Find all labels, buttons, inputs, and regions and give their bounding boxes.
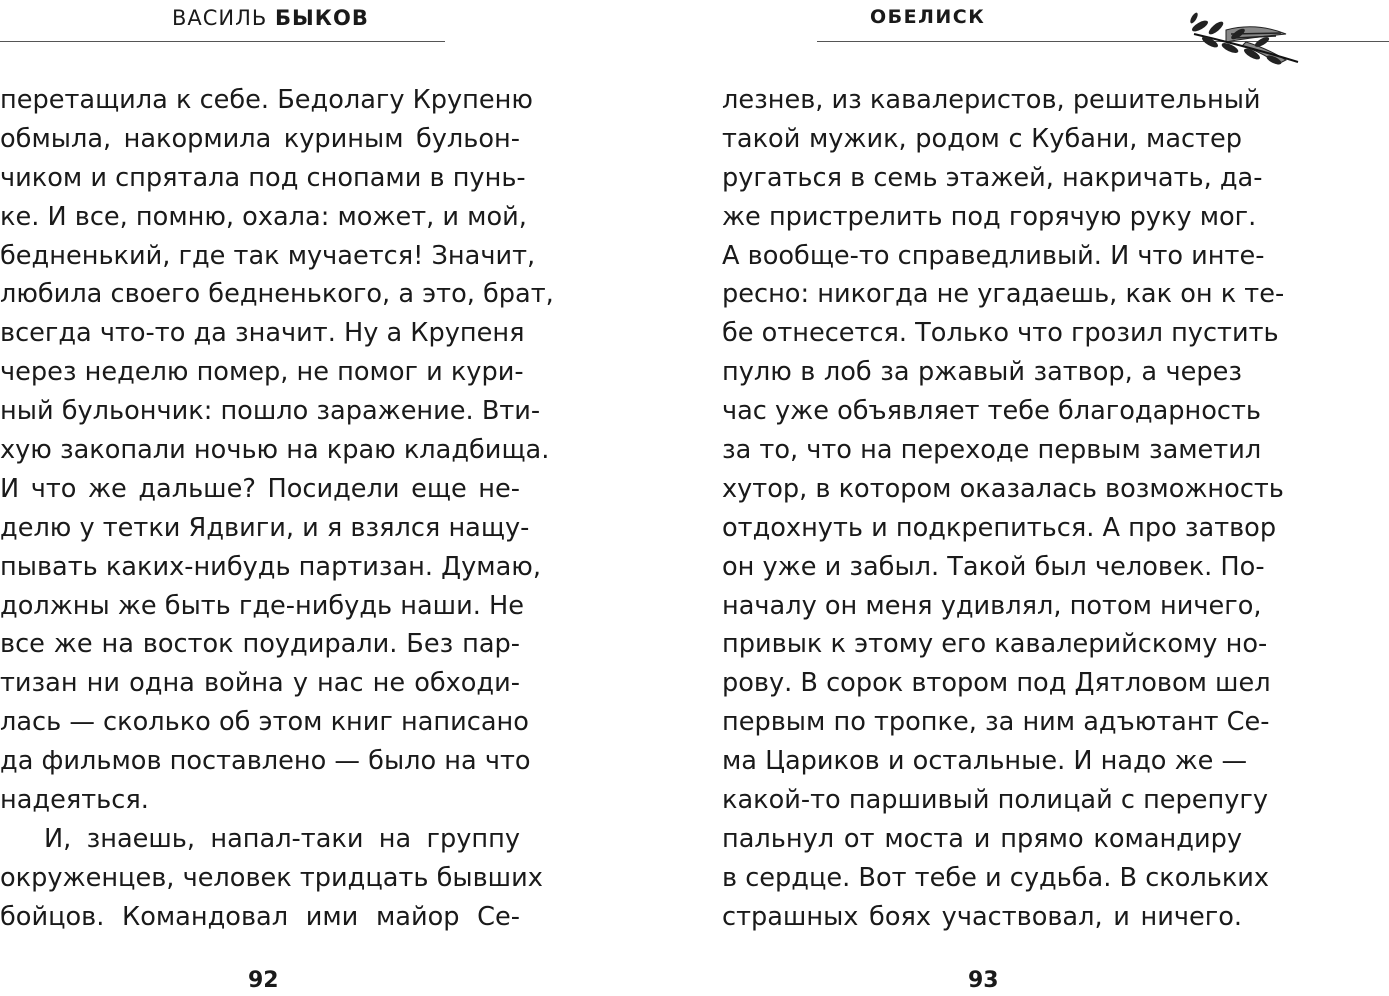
text-line: всегда что-то да значит. Ну а Крупеня <box>0 318 525 349</box>
text-line: чиком и спрятала под снопами в пунь- <box>0 162 526 193</box>
text-line: обмыла, накормила куриным бульон- <box>0 123 520 154</box>
text-line: ный бульончик: пошло заражение. Вти- <box>0 396 541 427</box>
text-line: в сердце. Вот тебе и судьба. В скольких <box>722 862 1270 893</box>
text-line: ма Цариков и остальные. И надо же — <box>722 746 1248 777</box>
running-head-author <box>172 6 369 30</box>
body-text <box>722 81 1285 937</box>
text-line: началу он меня удивлял, потом ничего, <box>722 590 1262 621</box>
text-line: да фильмов поставлено — было на что <box>0 746 531 777</box>
text-line: он уже и забыл. Такой был человек. По- <box>722 551 1265 582</box>
text-line: ругаться в семь этажей, накричать, да- <box>722 162 1263 193</box>
page-number: 93 <box>968 968 999 993</box>
text-line: все же на восток поудирали. Без пар- <box>0 629 520 660</box>
text-line: бойцов. Командовал ими майор Се- <box>0 901 520 932</box>
text-line: любила своего бедненького, а это, брат, <box>0 279 554 310</box>
running-head-title: ОБЕЛИСК <box>870 6 986 28</box>
text-line: перетащила к себе. Бедолагу Крупеню <box>0 85 533 115</box>
page-number: 92 <box>248 968 279 993</box>
text-line: какой-то паршивый полицай с перепугу <box>722 785 1269 816</box>
text-line: через неделю помер, не помог и кури- <box>0 357 524 388</box>
paragraph-first-line: И, знаешь, напал-таки на группу <box>44 823 520 854</box>
text-line: бедненький, где так мучается! Значит, <box>0 240 536 271</box>
text-line: А вообще-то справедливый. И что инте- <box>722 240 1265 271</box>
text-line: страшных боях участвовал, и ничего. <box>722 901 1242 932</box>
laurel-branch-ribbon-icon <box>1186 12 1386 72</box>
text-line: рову. В сорок втором под Дятловом шел <box>722 668 1271 699</box>
text-line: такой мужик, родом с Кубани, мастер <box>722 123 1242 154</box>
text-line: час уже объявляет тебе благодарность <box>722 396 1261 427</box>
text-line: хутор, в котором оказалась возможность <box>722 473 1284 504</box>
author-last-name: БЫКОВ <box>275 6 369 30</box>
text-line: привык к этому его кавалерийскому но- <box>722 629 1268 660</box>
text-line: бе отнесется. Только что грозил пустить <box>722 318 1279 349</box>
text-line: за то, что на переходе первым заметил <box>722 435 1262 466</box>
text-line: пулю в лоб за ржавый затвор, а через <box>722 357 1242 388</box>
text-line: ресно: никогда не угадаешь, как он к те- <box>722 279 1285 310</box>
left-page <box>0 0 554 996</box>
text-line: И что же дальше? Посидели еще не- <box>0 473 520 504</box>
text-line: лась — сколько об этом книг написано <box>0 707 529 738</box>
text-line: первым по тропке, за ним адъютант Се- <box>722 707 1270 738</box>
text-line: пальнул от моста и прямо командиру <box>722 823 1242 854</box>
author-first-name: ВАСИЛЬ <box>172 6 268 30</box>
text-line: лезнев, из кавалеристов, решительный <box>722 85 1261 115</box>
text-line: пывать каких-нибудь партизан. Думаю, <box>0 551 541 582</box>
header-rule <box>0 41 445 42</box>
body-text <box>0 81 554 937</box>
text-line: должны же быть где-нибудь наши. Не <box>0 590 524 621</box>
text-line: же пристрелить под горячую руку мог. <box>722 201 1257 232</box>
right-page <box>722 0 1285 996</box>
text-line: окруженцев, человек тридцать бывших <box>0 862 543 893</box>
text-line: ке. И все, помню, охала: может, и мой, <box>0 201 527 232</box>
text-line: делю у тетки Ядвиги, и я взялся нащу- <box>0 512 530 543</box>
text-line: отдохнуть и подкрепиться. А про затвор <box>722 512 1277 543</box>
text-line: надеяться. <box>0 785 149 816</box>
text-line: хую закопали ночью на краю кладбища. <box>0 435 550 466</box>
text-line: тизан ни одна война у нас не обходи- <box>0 668 520 699</box>
